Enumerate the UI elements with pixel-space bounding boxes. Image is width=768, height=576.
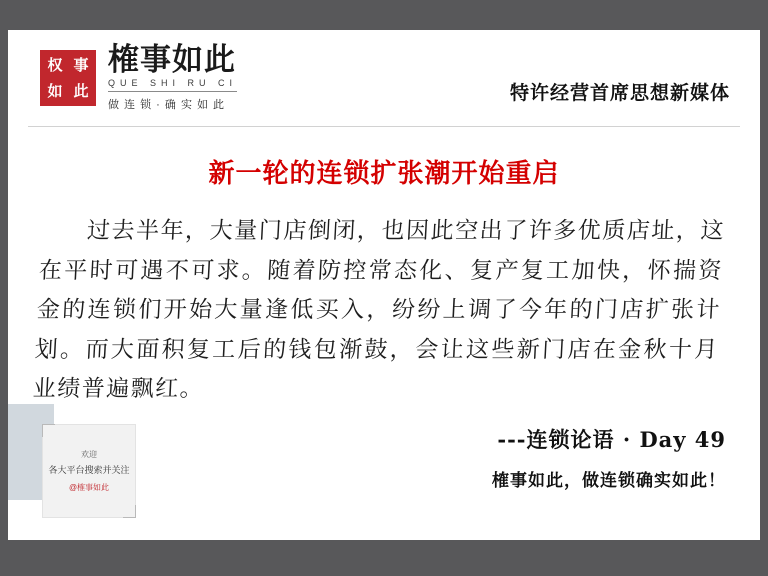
seal-char-4: 此 [73, 81, 89, 100]
brand-name: 榷事如此 [108, 41, 236, 78]
follow-badge[interactable] [42, 424, 136, 518]
seal-char-1: 权 [47, 55, 63, 74]
brand-slogan: 做 连 锁 · 确 实 如 此 [108, 99, 226, 112]
brand-pinyin: QUE SHI RU CI [108, 78, 237, 92]
article-signature: ---连锁论语 · Day 49 [497, 426, 726, 452]
brand-text-block [108, 41, 238, 113]
follow-instruction-text: 各大平台搜索并关注 [48, 465, 130, 476]
brand-lockup [32, 41, 238, 113]
header-divider [28, 126, 740, 127]
article-body: 过去半年，大量门店倒闭，也因此空出了许多优质店址，这在平时可遇不可求。随着防控常态化、复产复工加快，怀揣资金的连锁们开始大量逢低买入，纷纷上调了今年的门店扩张计划。而大面积复工后的钱包渐鼓，会让这些新门店在金秋十月业绩普遍飘红。 [32, 218, 726, 403]
seal-char-2: 事 [73, 55, 89, 74]
header-tagline: 特许经营首席思想新媒体 [509, 81, 730, 104]
card-header [8, 30, 760, 126]
follow-handle-text: @榷事如此 [68, 482, 110, 492]
article-title: 新一轮的连锁扩张潮开始重启 [208, 159, 560, 189]
article-closing: 榷事如此，做连锁确实如此！ [492, 470, 726, 491]
brand-seal-icon [40, 50, 96, 106]
article-card [8, 30, 760, 540]
seal-char-3: 如 [47, 81, 63, 100]
follow-welcome-text: 欢迎 [81, 450, 97, 460]
